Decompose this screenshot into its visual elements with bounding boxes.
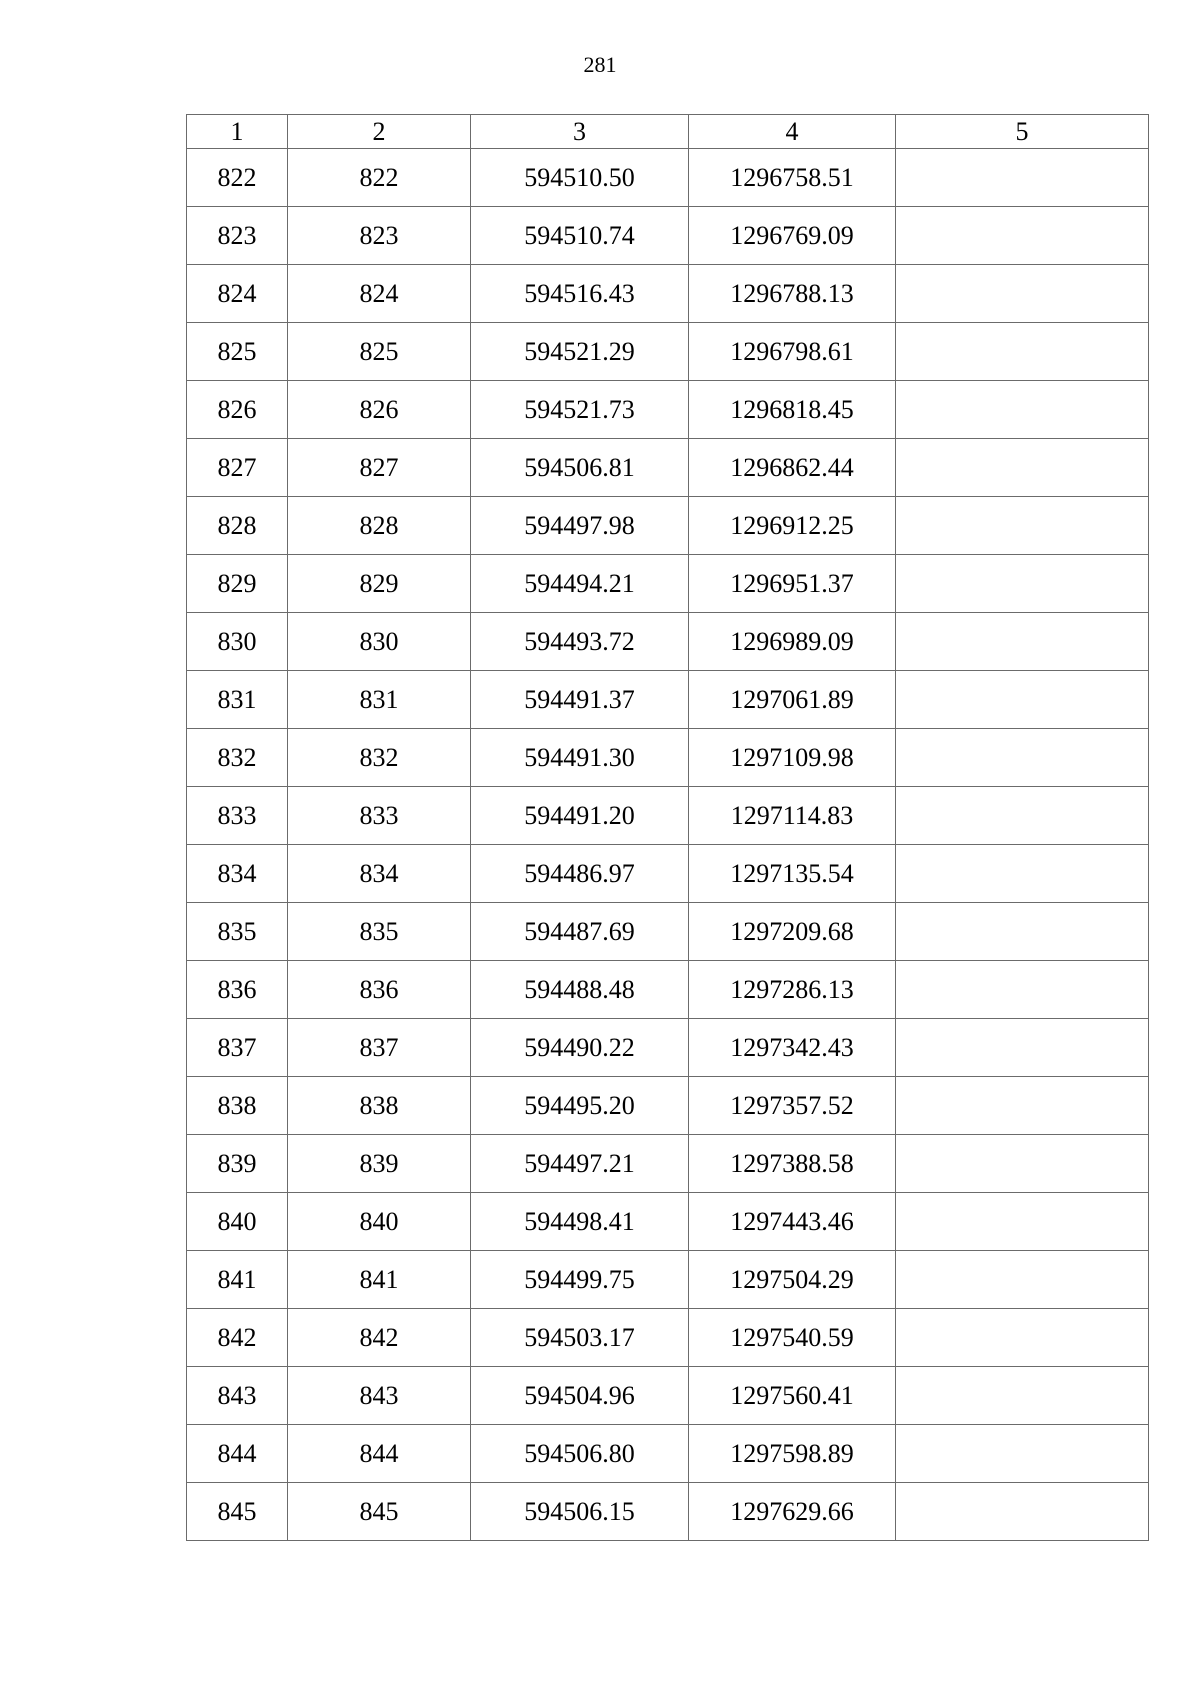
- table-cell: 1297598.89: [689, 1425, 896, 1483]
- table-cell: [896, 1483, 1149, 1541]
- table-cell: 1297357.52: [689, 1077, 896, 1135]
- coordinates-table: [186, 114, 1149, 1541]
- table-cell: 836: [187, 961, 288, 1019]
- column-header: 5: [896, 115, 1149, 149]
- table-cell: 833: [288, 787, 471, 845]
- table-cell: 1297560.41: [689, 1367, 896, 1425]
- table-cell: [896, 555, 1149, 613]
- table-cell: 594506.81: [471, 439, 689, 497]
- column-header: 3: [471, 115, 689, 149]
- table-cell: [896, 903, 1149, 961]
- table-cell: 837: [187, 1019, 288, 1077]
- table-cell: 827: [288, 439, 471, 497]
- table-cell: 1296989.09: [689, 613, 896, 671]
- table-row: [187, 1483, 1149, 1541]
- table-cell: [896, 149, 1149, 207]
- table-cell: [896, 613, 1149, 671]
- table-cell: 830: [288, 613, 471, 671]
- table-cell: [896, 845, 1149, 903]
- table-cell: 836: [288, 961, 471, 1019]
- table-row: [187, 381, 1149, 439]
- table-row: [187, 497, 1149, 555]
- table-cell: 1297286.13: [689, 961, 896, 1019]
- table-cell: 1296769.09: [689, 207, 896, 265]
- table-cell: 1297388.58: [689, 1135, 896, 1193]
- table-cell: 831: [187, 671, 288, 729]
- table-cell: 829: [187, 555, 288, 613]
- table-cell: 594491.30: [471, 729, 689, 787]
- table-cell: 594499.75: [471, 1251, 689, 1309]
- table-cell: 594493.72: [471, 613, 689, 671]
- table-cell: 832: [288, 729, 471, 787]
- table-row: [187, 323, 1149, 381]
- table-cell: 844: [288, 1425, 471, 1483]
- table-cell: 594491.37: [471, 671, 689, 729]
- table-cell: 1296951.37: [689, 555, 896, 613]
- table-cell: 826: [288, 381, 471, 439]
- table-row: [187, 265, 1149, 323]
- table-row: [187, 1193, 1149, 1251]
- table-cell: 594504.96: [471, 1367, 689, 1425]
- table-cell: 594498.41: [471, 1193, 689, 1251]
- table-cell: 594494.21: [471, 555, 689, 613]
- table-row: [187, 149, 1149, 207]
- table-cell: 834: [288, 845, 471, 903]
- table-cell: [896, 1425, 1149, 1483]
- table-cell: 1297342.43: [689, 1019, 896, 1077]
- table-cell: 594510.74: [471, 207, 689, 265]
- table-row: [187, 845, 1149, 903]
- table-cell: 831: [288, 671, 471, 729]
- table-cell: [896, 381, 1149, 439]
- table-row: [187, 903, 1149, 961]
- table-cell: 1296862.44: [689, 439, 896, 497]
- table-cell: [896, 439, 1149, 497]
- table-cell: 832: [187, 729, 288, 787]
- table-cell: 828: [187, 497, 288, 555]
- table-cell: 1297114.83: [689, 787, 896, 845]
- table-row: [187, 1019, 1149, 1077]
- table-cell: 594488.48: [471, 961, 689, 1019]
- table-header: [187, 115, 1149, 149]
- table-cell: 594510.50: [471, 149, 689, 207]
- table-cell: 594506.80: [471, 1425, 689, 1483]
- table-cell: 1297504.29: [689, 1251, 896, 1309]
- table-cell: [896, 671, 1149, 729]
- table-cell: 845: [288, 1483, 471, 1541]
- table-row: [187, 1425, 1149, 1483]
- table-row: [187, 787, 1149, 845]
- table-cell: 823: [288, 207, 471, 265]
- table-cell: 843: [187, 1367, 288, 1425]
- table-cell: 1297109.98: [689, 729, 896, 787]
- table-cell: [896, 729, 1149, 787]
- table-row: [187, 1309, 1149, 1367]
- table-row: [187, 207, 1149, 265]
- table-cell: 827: [187, 439, 288, 497]
- table-cell: 838: [187, 1077, 288, 1135]
- table-cell: 834: [187, 845, 288, 903]
- table-cell: 1297540.59: [689, 1309, 896, 1367]
- table-row: [187, 729, 1149, 787]
- table-cell: 594521.73: [471, 381, 689, 439]
- table-cell: 823: [187, 207, 288, 265]
- table-cell: 1296758.51: [689, 149, 896, 207]
- table-cell: 1297061.89: [689, 671, 896, 729]
- table-cell: [896, 1367, 1149, 1425]
- table-row: [187, 1077, 1149, 1135]
- table-cell: [896, 1135, 1149, 1193]
- table-cell: 840: [288, 1193, 471, 1251]
- table-cell: 839: [288, 1135, 471, 1193]
- table-cell: 828: [288, 497, 471, 555]
- table-cell: 845: [187, 1483, 288, 1541]
- table-cell: 824: [288, 265, 471, 323]
- table-cell: 594490.22: [471, 1019, 689, 1077]
- table-cell: 594506.15: [471, 1483, 689, 1541]
- table-cell: [896, 323, 1149, 381]
- table-cell: 843: [288, 1367, 471, 1425]
- table-cell: 594497.98: [471, 497, 689, 555]
- table-cell: 1296798.61: [689, 323, 896, 381]
- table-cell: 594491.20: [471, 787, 689, 845]
- table-cell: 838: [288, 1077, 471, 1135]
- table-cell: 822: [187, 149, 288, 207]
- table-cell: 825: [187, 323, 288, 381]
- table-row: [187, 671, 1149, 729]
- table-cell: [896, 207, 1149, 265]
- table-cell: 835: [288, 903, 471, 961]
- table-row: [187, 1135, 1149, 1193]
- table-row: [187, 1367, 1149, 1425]
- table-cell: 594503.17: [471, 1309, 689, 1367]
- table-cell: 1297629.66: [689, 1483, 896, 1541]
- table-cell: 840: [187, 1193, 288, 1251]
- table-cell: [896, 265, 1149, 323]
- table-cell: 826: [187, 381, 288, 439]
- table-cell: [896, 787, 1149, 845]
- table-row: [187, 439, 1149, 497]
- page-number: 281: [583, 52, 617, 77]
- table-cell: [896, 1019, 1149, 1077]
- table-cell: 837: [288, 1019, 471, 1077]
- table-cell: 839: [187, 1135, 288, 1193]
- table-row: [187, 613, 1149, 671]
- table-cell: 830: [187, 613, 288, 671]
- table-cell: 1297443.46: [689, 1193, 896, 1251]
- table-cell: [896, 1193, 1149, 1251]
- table-cell: 841: [288, 1251, 471, 1309]
- table-row: [187, 1251, 1149, 1309]
- table-cell: 594486.97: [471, 845, 689, 903]
- table-cell: [896, 1251, 1149, 1309]
- table-cell: 594495.20: [471, 1077, 689, 1135]
- table-cell: [896, 961, 1149, 1019]
- table-cell: 594521.29: [471, 323, 689, 381]
- column-header: 4: [689, 115, 896, 149]
- table-cell: 594497.21: [471, 1135, 689, 1193]
- table-cell: 833: [187, 787, 288, 845]
- table-row: [187, 555, 1149, 613]
- table-cell: 1296912.25: [689, 497, 896, 555]
- column-header: 2: [288, 115, 471, 149]
- header-row: [187, 115, 1149, 149]
- table-cell: [896, 497, 1149, 555]
- table-cell: 1297209.68: [689, 903, 896, 961]
- table-cell: 825: [288, 323, 471, 381]
- table-cell: 594516.43: [471, 265, 689, 323]
- table-cell: 1296788.13: [689, 265, 896, 323]
- table-cell: 1296818.45: [689, 381, 896, 439]
- column-header: 1: [187, 115, 288, 149]
- table-cell: 594487.69: [471, 903, 689, 961]
- table-cell: 844: [187, 1425, 288, 1483]
- table-cell: 842: [288, 1309, 471, 1367]
- table-body: [187, 149, 1149, 1541]
- table-cell: 841: [187, 1251, 288, 1309]
- table-cell: 822: [288, 149, 471, 207]
- table-row: [187, 961, 1149, 1019]
- table-cell: 842: [187, 1309, 288, 1367]
- table-cell: 1297135.54: [689, 845, 896, 903]
- table-cell: 824: [187, 265, 288, 323]
- table-cell: 829: [288, 555, 471, 613]
- table-cell: [896, 1077, 1149, 1135]
- table-cell: 835: [187, 903, 288, 961]
- table-cell: [896, 1309, 1149, 1367]
